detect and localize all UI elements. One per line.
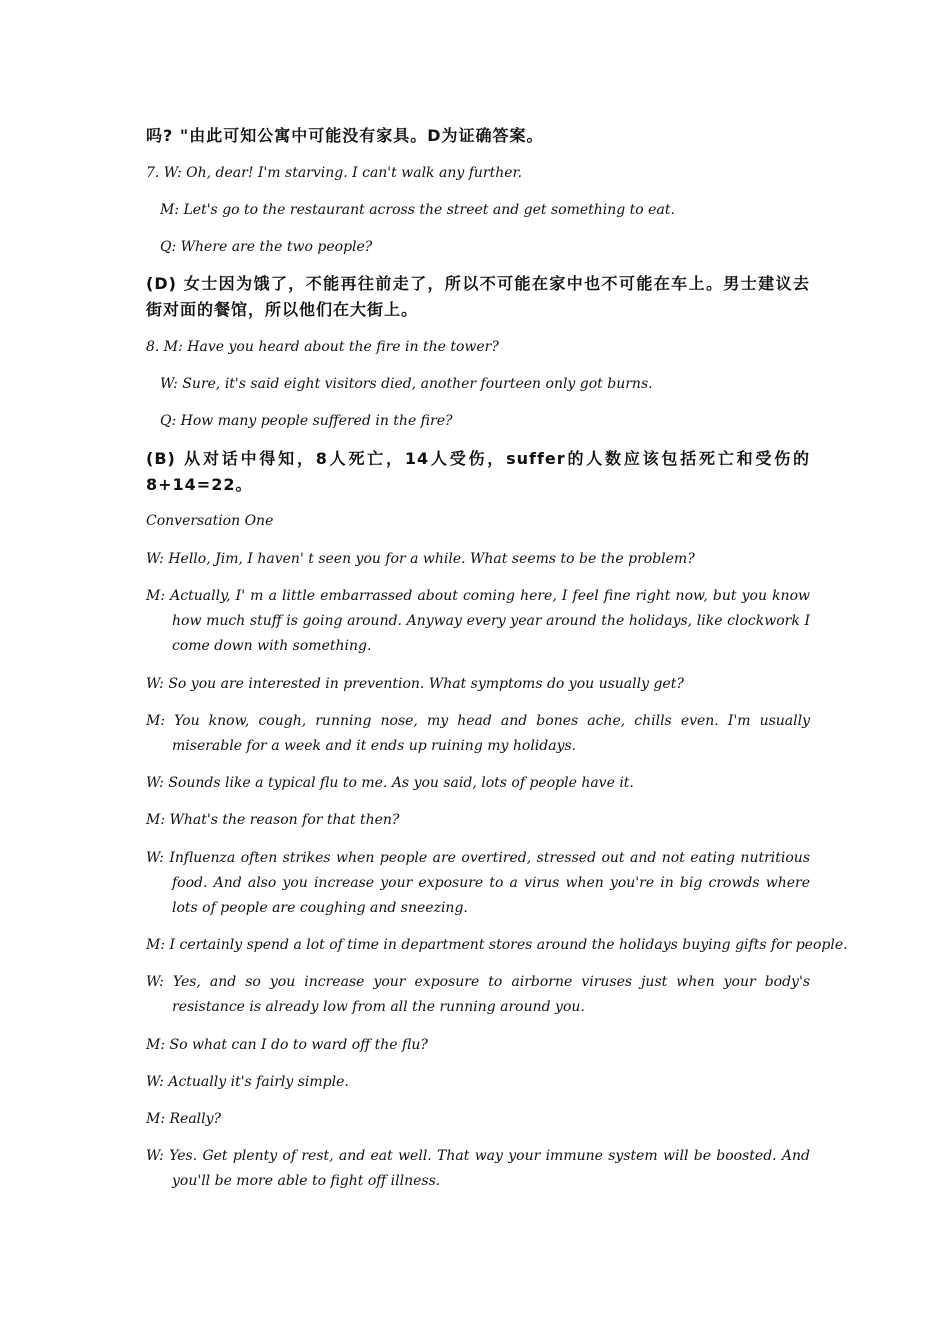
dialogue-line-7: W: Influenza often strikes when people are overtired, stressed out and not eating nutritious food. And also you increase your exposure to a virus when you're in big crowds where lots of people are coughing and sneezing. xyxy=(146,850,810,916)
answer-explanation-6-end: 吗? "由此可知公寓中可能没有家具。D为证确答案。 xyxy=(146,126,544,145)
question-8-man-line: 8. M: Have you heard about the fire in the tower? xyxy=(146,339,499,355)
answer-explanation-8: (B) 从对话中得知，8人死亡，14人受伤，suffer的人数应该包括死亡和受伤的8+14=22。 xyxy=(146,449,810,494)
question-7-woman-line: 7. W: Oh, dear! I'm starving. I can't walk any further. xyxy=(146,165,523,181)
dialogue-line-5: W: Sounds like a typical flu to me. As you said, lots of people have it. xyxy=(146,775,634,791)
dialogue-line-12: M: Really? xyxy=(146,1111,222,1127)
dialogue-line-1: W: Hello, Jim, I haven' t seen you for a while. What seems to be the problem? xyxy=(146,551,695,567)
dialogue-line-8: M: I certainly spend a lot of time in department stores around the holidays buying gifts for people. xyxy=(146,937,848,953)
answer-explanation-7: (D) 女士因为饿了，不能再往前走了，所以不可能在家中也不可能在车上。男士建议去街对面的餐馆，所以他们在大街上。 xyxy=(146,274,810,319)
question-8-question: Q: How many people suffered in the fire? xyxy=(160,413,453,429)
dialogue-line-2: M: Actually, I' m a little embarrassed about coming here, I feel fine right now, but you know how much stuff is going around. Anyway every year around the holidays, like clockwork I come down with something. xyxy=(146,588,810,654)
question-7-question: Q: Where are the two people? xyxy=(160,239,373,255)
dialogue-line-10: M: So what can I do to ward off the flu? xyxy=(146,1037,428,1053)
dialogue-line-4: M: You know, cough, running nose, my head and bones ache, chills even. I'm usually miserable for a week and it ends up ruining my holidays. xyxy=(146,713,810,754)
dialogue-line-9: W: Yes, and so you increase your exposure to airborne viruses just when your body's resistance is already low from all the running around you. xyxy=(146,974,810,1015)
dialogue-line-13: W: Yes. Get plenty of rest, and eat well. That way your immune system will be boosted. And you'll be more able to fight off illness. xyxy=(146,1148,810,1189)
dialogue-line-6: M: What's the reason for that then? xyxy=(146,812,400,828)
dialogue-line-3: W: So you are interested in prevention. What symptoms do you usually get? xyxy=(146,676,684,692)
conversation-heading: Conversation One xyxy=(146,513,274,529)
question-7-man-line: M: Let's go to the restaurant across the street and get something to eat. xyxy=(160,202,675,218)
dialogue-line-11: W: Actually it's fairly simple. xyxy=(146,1074,349,1090)
question-8-woman-line: W: Sure, it's said eight visitors died, another fourteen only got burns. xyxy=(160,376,653,392)
